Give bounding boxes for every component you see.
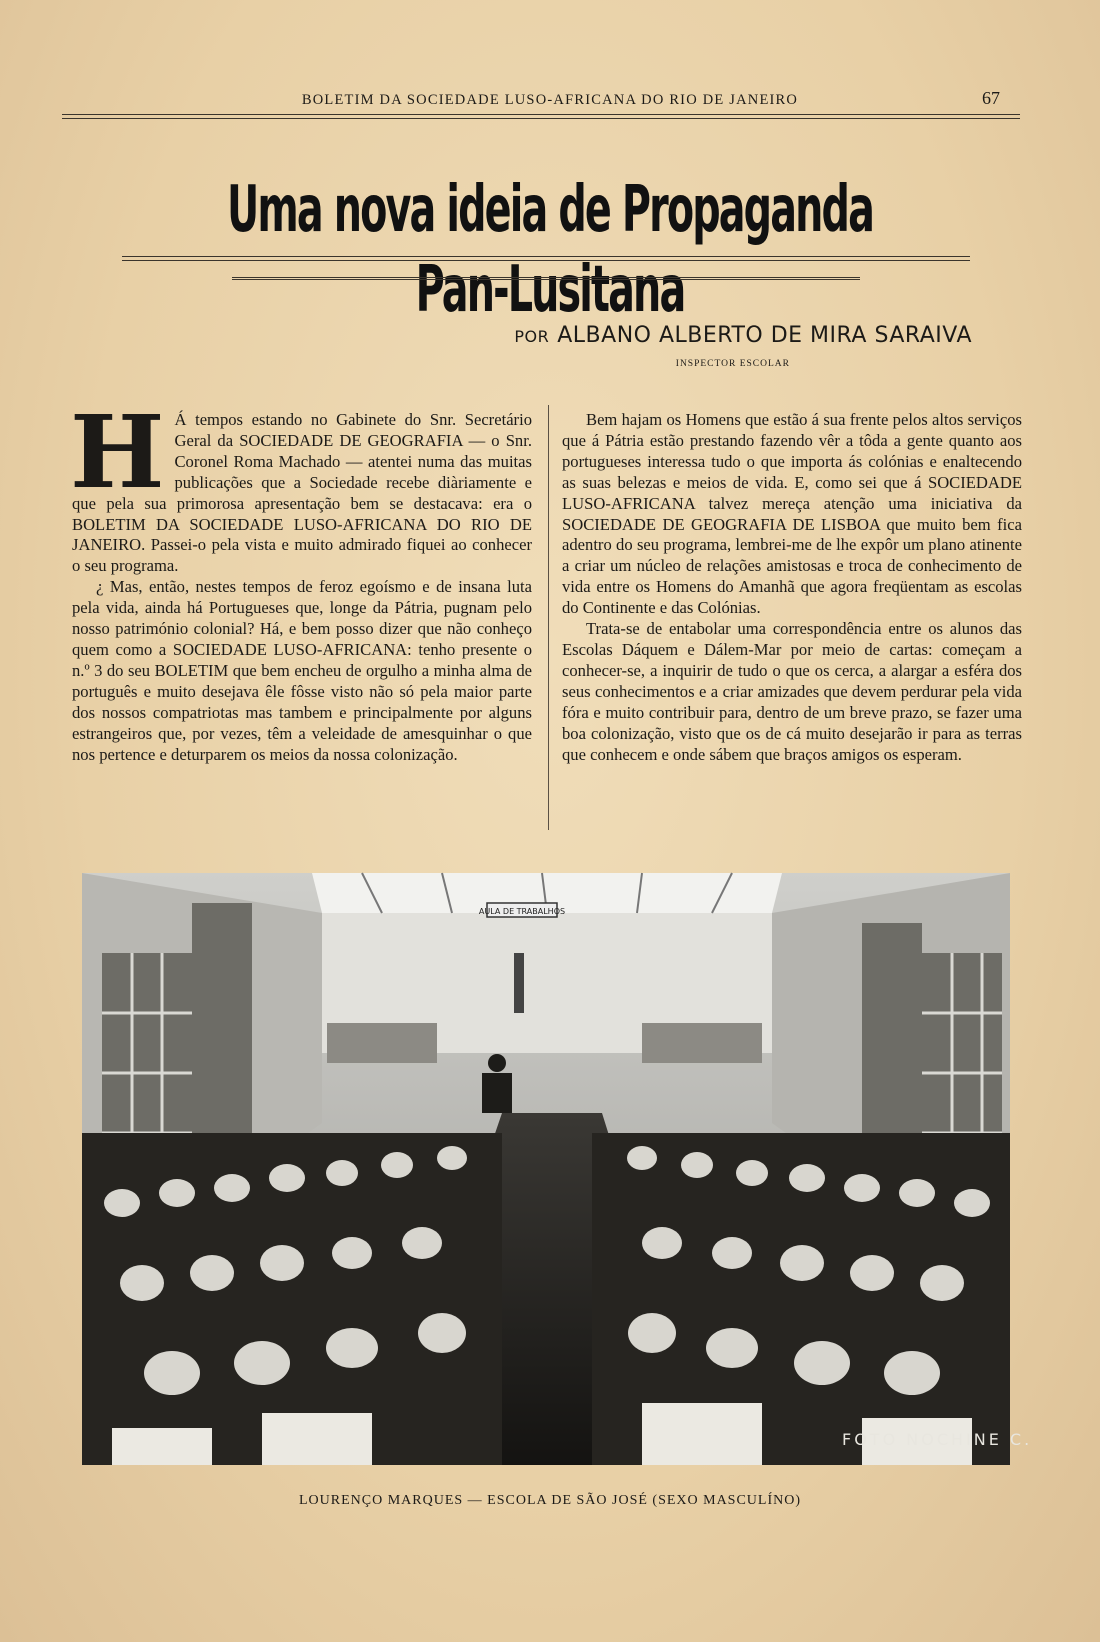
journal-title: BOLETIM DA SOCIEDADE LUSO-AFRICANA DO RIO DE JANEIRO <box>301 92 799 108</box>
photo-caption: LOURENÇO MARQUES — ESCOLA DE SÃO JOSÉ (SEXO MASCULÍNO) <box>298 1493 802 1508</box>
column-divider <box>548 405 549 830</box>
photo-banner: AULA DE TRABALHOS <box>478 907 566 916</box>
paragraph: Trata-se de entabolar uma correspondência entre os alunos das Escolas Dáquem e Dálem-Mar por meio de cartas: começam a conhecer-se, a inquirir de tudo o que os cerca, a alargar a esféra dos seus conhecimentos e a criar amizades que devem perdurar pela vida fóra e muito contribuir para, dentro de um breve prazo, se fazer uma boa colonização, visto que os de cá muito desejarão ir para as terras que conhecem e onde sábem que braços amigos os esperam. <box>562 619 1022 764</box>
paragraph: ¿ Mas, então, nestes tempos de feroz egoísmo e de insana luta pela vida, ainda há Portugueses que, longe da Pátria, pugnam pelo nosso património colonial? Há, e bem posso dizer que não conheço quem como a SOCIEDADE LUSO-AFRICANA: tenho presente o n.º 3 do seu BOLETIM que bem encheu de orgulho a minha alma de português e muito desejava êle fôsse visto não só pela maior parte dos nossos compatriotas mas tambem e principalmente por alguns estrangeiros que, por vezes, têm a veleidade de amesquinhar o que nos pertence e deturparem os meios da nossa colonização. <box>72 577 532 764</box>
paragraph: Bem hajam os Homens que estão á sua frente pelos altos serviços que á Pátria estão prestando fazendo vêr a tôda a gente quanto aos portugueses interessa tudo o que importa ás colónias e enaltecendo as suas belezas e meios de vida. E, como sei que á SOCIEDADE LUSO-AFRICANA talvez mereça atenção uma iniciativa da SOCIEDADE DE GEOGRAFIA DE LISBOA que muito bem fica adentro do seu programa, lembrei-me de lhe expôr um plano atinente a criar um núcleo de relações amistosas e troca de conhecimento de vida entre os Homens do Amanhã que agora freqüentam as escolas do Continente e das Colónias. <box>562 410 1022 618</box>
header-rule <box>62 114 1020 119</box>
page-number: 67 <box>982 88 1000 108</box>
right-column <box>562 410 1022 765</box>
author-role: INSPECTOR ESCOLAR <box>675 359 790 369</box>
byline <box>514 323 972 348</box>
classroom-photo <box>82 873 1033 1465</box>
drop-cap: H <box>70 393 165 511</box>
photo-watermark: FOTO NOCHINE C. <box>842 1430 1033 1449</box>
classroom-photo-image <box>82 873 1033 1465</box>
byline-prefix: POR <box>514 327 550 346</box>
left-column <box>70 393 532 765</box>
title-rule-top <box>122 256 970 261</box>
author-name: ALBANO ALBERTO DE MIRA SARAIVA <box>557 323 972 348</box>
paragraph: Á tempos estando no Gabinete do Snr. Secretário Geral da SOCIEDADE DE GEOGRAFIA — o Snr. Coronel Roma Machado — atentei numa das muitas publicações que a Sociedade recebe diàriamente e que pela sua primorosa apresentação bem se destacava: era o BOLETIM DA SOCIEDADE LUSO-AFRICANA DO RIO DE JANEIRO. Passei-o pela vista e muito admirado fiquei ao conhecer o seu programa. <box>72 410 532 576</box>
article-title: Uma nova ideia de Propaganda Pan-Lusitana <box>227 173 873 327</box>
running-header <box>60 88 1040 114</box>
title-rule-bottom <box>232 277 860 280</box>
